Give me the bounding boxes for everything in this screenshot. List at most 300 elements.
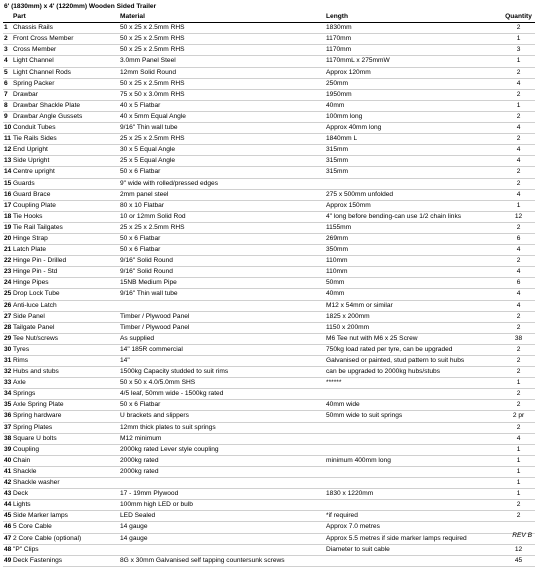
- length-cell: 50mm wide to suit springs: [325, 411, 501, 422]
- material-cell: 14" 185R commercial: [119, 344, 325, 355]
- quantity-cell: 1: [501, 455, 535, 466]
- part-number-cell: 48: [3, 544, 12, 555]
- quantity-cell: 38: [501, 333, 535, 344]
- material-cell: LED Sealed: [119, 511, 325, 522]
- part-name-cell: Side Upright: [12, 156, 119, 167]
- table-row: [3, 189, 535, 200]
- quantity-cell: 4: [501, 145, 535, 156]
- quantity-cell: 1: [501, 200, 535, 211]
- length-cell: 100mm long: [325, 111, 501, 122]
- quantity-cell: 2: [501, 367, 535, 378]
- material-cell: U brackets and slippers: [119, 411, 325, 422]
- quantity-cell: 1: [501, 489, 535, 500]
- part-number-cell: 13: [3, 156, 12, 167]
- length-cell: 40mm: [325, 100, 501, 111]
- part-name-cell: Drawbar: [12, 89, 119, 100]
- length-cell: 1825 x 200mm: [325, 311, 501, 322]
- table-row: [3, 23, 535, 34]
- material-cell: 2mm panel steel: [119, 189, 325, 200]
- part-number-cell: 34: [3, 389, 12, 400]
- quantity-cell: 6: [501, 278, 535, 289]
- material-cell: [119, 544, 325, 555]
- table-row: [3, 267, 535, 278]
- part-number-cell: 46: [3, 522, 12, 533]
- material-cell: 15NB Medium Pipe: [119, 278, 325, 289]
- quantity-cell: 4: [501, 156, 535, 167]
- part-name-cell: Chassis Rails: [12, 23, 119, 34]
- table-row: [3, 555, 535, 566]
- length-cell: 110mm: [325, 267, 501, 278]
- length-cell: 40mm: [325, 289, 501, 300]
- quantity-cell: 12: [501, 211, 535, 222]
- part-name-cell: Anti-luce Latch: [12, 300, 119, 311]
- length-cell: 275 x 500mm unfolded: [325, 189, 501, 200]
- part-number-cell: 27: [3, 311, 12, 322]
- part-number-cell: 2: [3, 34, 12, 45]
- part-name-cell: Deck Fastenings: [12, 555, 119, 566]
- part-number-cell: 49: [3, 555, 12, 566]
- title-row: [3, 2, 535, 12]
- length-cell: Approx 120mm: [325, 67, 501, 78]
- quantity-cell: 4: [501, 267, 535, 278]
- table-row: [3, 489, 535, 500]
- material-cell: 40 x 5mm Equal Angle: [119, 111, 325, 122]
- material-cell: 50 x 50 x 4.0/5.0mm SHS: [119, 378, 325, 389]
- part-name-cell: Cross Member: [12, 45, 119, 56]
- material-cell: 9/16" Thin wall tube: [119, 289, 325, 300]
- part-number-cell: 16: [3, 189, 12, 200]
- material-cell: 8G x 30mm Galvanised self tapping countersunk screws: [119, 555, 325, 566]
- table-row: [3, 300, 535, 311]
- table-row: [3, 211, 535, 222]
- part-number-cell: 31: [3, 356, 12, 367]
- part-name-cell: 2 Core Cable (optional): [12, 533, 119, 544]
- quantity-cell: 4: [501, 78, 535, 89]
- quantity-cell: 2: [501, 356, 535, 367]
- part-number-cell: 3: [3, 45, 12, 56]
- length-cell: 1950mm: [325, 89, 501, 100]
- length-cell: [325, 500, 501, 511]
- material-cell: 2000kg rated: [119, 455, 325, 466]
- length-cell: [325, 466, 501, 477]
- material-cell: 12mm thick plates to suit springs: [119, 422, 325, 433]
- table-row: [3, 478, 535, 489]
- material-cell: 2000kg rated Lever style coupling: [119, 444, 325, 455]
- part-name-cell: End Upright: [12, 145, 119, 156]
- length-cell: Approx 7.0 metres: [325, 522, 501, 533]
- quantity-cell: 2: [501, 222, 535, 233]
- material-cell: 9/16" Thin wall tube: [119, 123, 325, 134]
- part-name-cell: Front Cross Member: [12, 34, 119, 45]
- length-cell: 50mm: [325, 278, 501, 289]
- part-name-cell: Side Panel: [12, 311, 119, 322]
- material-cell: M12 minimum: [119, 433, 325, 444]
- part-number-cell: 33: [3, 378, 12, 389]
- part-name-cell: "P" Clips: [12, 544, 119, 555]
- part-number-cell: 37: [3, 422, 12, 433]
- length-cell: Approx 40mm long: [325, 123, 501, 134]
- part-name-cell: Conduit Tubes: [12, 123, 119, 134]
- material-cell: [119, 300, 325, 311]
- part-name-cell: Tyres: [12, 344, 119, 355]
- table-row: [3, 444, 535, 455]
- table-row: [3, 367, 535, 378]
- quantity-cell: 4: [501, 433, 535, 444]
- table-row: [3, 56, 535, 67]
- table-row: [3, 145, 535, 156]
- header-row: [3, 12, 535, 23]
- part-name-cell: Tie Rails Sides: [12, 134, 119, 145]
- quantity-cell: 2: [501, 400, 535, 411]
- quantity-cell: 12: [501, 544, 535, 555]
- part-number-cell: 29: [3, 333, 12, 344]
- quantity-cell: 2: [501, 134, 535, 145]
- part-name-cell: Shackle washer: [12, 478, 119, 489]
- part-number-cell: 15: [3, 178, 12, 189]
- material-cell: 4/5 leaf, 50mm wide - 1500kg rated: [119, 389, 325, 400]
- part-number-cell: 39: [3, 444, 12, 455]
- table-row: [3, 111, 535, 122]
- length-cell: 1830mm: [325, 23, 501, 34]
- part-number-cell: 25: [3, 289, 12, 300]
- length-cell: 315mm: [325, 156, 501, 167]
- material-cell: 2000kg rated: [119, 466, 325, 477]
- length-cell: [325, 422, 501, 433]
- table-row: [3, 222, 535, 233]
- part-name-cell: Spring Packer: [12, 78, 119, 89]
- quantity-cell: 6: [501, 233, 535, 244]
- quantity-cell: 2: [501, 500, 535, 511]
- part-number-cell: 12: [3, 145, 12, 156]
- quantity-cell: 2: [501, 322, 535, 333]
- part-number-cell: 32: [3, 367, 12, 378]
- part-name-cell: Light Channel: [12, 56, 119, 67]
- length-cell: M6 Tee nut with M6 x 25 Screw: [325, 333, 501, 344]
- material-cell: 25 x 5 Equal Angle: [119, 156, 325, 167]
- material-cell: 25 x 25 x 2.5mm RHS: [119, 134, 325, 145]
- table-row: [3, 256, 535, 267]
- length-cell: [325, 389, 501, 400]
- table-row: [3, 378, 535, 389]
- part-number-cell: 45: [3, 511, 12, 522]
- parts-table: [3, 2, 535, 567]
- part-number-cell: 40: [3, 455, 12, 466]
- quantity-cell: 4: [501, 189, 535, 200]
- length-cell: 4" long before bending-can use 1/2 chain links: [325, 211, 501, 222]
- revision-label: REV B: [512, 532, 532, 539]
- table-row: [3, 544, 535, 555]
- part-number-cell: 35: [3, 400, 12, 411]
- table-row: [3, 311, 535, 322]
- quantity-cell: 2: [501, 256, 535, 267]
- header-length: Length: [325, 12, 501, 23]
- length-cell: [325, 555, 501, 566]
- quantity-cell: 1: [501, 56, 535, 67]
- part-name-cell: Lights: [12, 500, 119, 511]
- length-cell: 315mm: [325, 145, 501, 156]
- length-cell: [325, 178, 501, 189]
- header-number: [3, 12, 12, 23]
- part-number-cell: 23: [3, 267, 12, 278]
- length-cell: can be upgraded to 2000kg hubs/stubs: [325, 367, 501, 378]
- quantity-cell: 2: [501, 178, 535, 189]
- table-row: [3, 245, 535, 256]
- quantity-cell: 1: [501, 444, 535, 455]
- table-row: [3, 511, 535, 522]
- length-cell: 269mm: [325, 233, 501, 244]
- material-cell: 10 or 12mm Solid Rod: [119, 211, 325, 222]
- table-row: [3, 34, 535, 45]
- table-row: [3, 389, 535, 400]
- quantity-cell: 4: [501, 289, 535, 300]
- quantity-cell: 2 pr: [501, 411, 535, 422]
- quantity-cell: 3: [501, 45, 535, 56]
- table-row: [3, 200, 535, 211]
- part-name-cell: Axle: [12, 378, 119, 389]
- material-cell: 100mm high LED or bulb: [119, 500, 325, 511]
- length-cell: Galvanised or painted, stud pattern to suit hubs: [325, 356, 501, 367]
- length-cell: [325, 444, 501, 455]
- quantity-cell: 2: [501, 344, 535, 355]
- part-number-cell: 30: [3, 344, 12, 355]
- quantity-cell: 2: [501, 111, 535, 122]
- table-row: [3, 411, 535, 422]
- material-cell: 50 x 25 x 2.5mm RHS: [119, 23, 325, 34]
- length-cell: Approx 150mm: [325, 200, 501, 211]
- length-cell: [325, 433, 501, 444]
- part-name-cell: Shackle: [12, 466, 119, 477]
- quantity-cell: 4: [501, 245, 535, 256]
- part-number-cell: 10: [3, 123, 12, 134]
- table-row: [3, 422, 535, 433]
- part-name-cell: Drawbar Angle Gussets: [12, 111, 119, 122]
- part-name-cell: Guards: [12, 178, 119, 189]
- part-name-cell: Springs: [12, 389, 119, 400]
- material-cell: 50 x 6 Flatbar: [119, 167, 325, 178]
- quantity-cell: 2: [501, 422, 535, 433]
- part-number-cell: 42: [3, 478, 12, 489]
- part-number-cell: 22: [3, 256, 12, 267]
- part-name-cell: Deck: [12, 489, 119, 500]
- material-cell: 80 x 10 Flatbar: [119, 200, 325, 211]
- part-number-cell: 17: [3, 200, 12, 211]
- material-cell: 25 x 25 x 2.5mm RHS: [119, 222, 325, 233]
- part-number-cell: 18: [3, 211, 12, 222]
- part-number-cell: 7: [3, 89, 12, 100]
- quantity-cell: 1: [501, 378, 535, 389]
- part-number-cell: 11: [3, 134, 12, 145]
- table-row: [3, 89, 535, 100]
- table-row: [3, 322, 535, 333]
- part-number-cell: 6: [3, 78, 12, 89]
- table-row: [3, 134, 535, 145]
- part-number-cell: 47: [3, 533, 12, 544]
- table-row: [3, 156, 535, 167]
- length-cell: 1170mmL x 275mmW: [325, 56, 501, 67]
- table-row: [3, 433, 535, 444]
- material-cell: 9" wide with rolled/pressed edges: [119, 178, 325, 189]
- part-name-cell: Hubs and stubs: [12, 367, 119, 378]
- part-number-cell: 8: [3, 100, 12, 111]
- part-number-cell: 28: [3, 322, 12, 333]
- material-cell: 17 - 19mm Plywood: [119, 489, 325, 500]
- table-row: [3, 100, 535, 111]
- part-number-cell: 14: [3, 167, 12, 178]
- material-cell: 40 x 5 Flatbar: [119, 100, 325, 111]
- part-name-cell: 5 Core Cable: [12, 522, 119, 533]
- material-cell: 14 gauge: [119, 533, 325, 544]
- material-cell: 50 x 25 x 2.5mm RHS: [119, 45, 325, 56]
- part-name-cell: Drop Lock Tube: [12, 289, 119, 300]
- table-row: [3, 233, 535, 244]
- length-cell: Diameter to suit cable: [325, 544, 501, 555]
- part-name-cell: Axle Spring Plate: [12, 400, 119, 411]
- table-row: [3, 500, 535, 511]
- table-row: [3, 67, 535, 78]
- part-name-cell: Centre upright: [12, 167, 119, 178]
- table-row: [3, 167, 535, 178]
- length-cell: 1170mm: [325, 45, 501, 56]
- part-number-cell: 21: [3, 245, 12, 256]
- part-name-cell: Light Channel Rods: [12, 67, 119, 78]
- table-row: [3, 289, 535, 300]
- part-name-cell: Tailgate Panel: [12, 322, 119, 333]
- part-number-cell: 38: [3, 433, 12, 444]
- material-cell: Timber / Plywood Panel: [119, 322, 325, 333]
- part-name-cell: Hinge Pin - Drilled: [12, 256, 119, 267]
- header-quantity: Quantity: [501, 12, 535, 23]
- quantity-cell: 2: [501, 389, 535, 400]
- table-row: [3, 533, 535, 544]
- part-name-cell: Hinge Strap: [12, 233, 119, 244]
- material-cell: Timber / Plywood Panel: [119, 311, 325, 322]
- table-row: [3, 278, 535, 289]
- part-number-cell: 20: [3, 233, 12, 244]
- length-cell: 315mm: [325, 167, 501, 178]
- material-cell: As supplied: [119, 333, 325, 344]
- part-name-cell: Tie Hooks: [12, 211, 119, 222]
- part-number-cell: 1: [3, 23, 12, 34]
- table-row: [3, 522, 535, 533]
- material-cell: 50 x 6 Flatbar: [119, 245, 325, 256]
- part-name-cell: Coupling: [12, 444, 119, 455]
- part-name-cell: Guard Brace: [12, 189, 119, 200]
- quantity-cell: 2: [501, 89, 535, 100]
- material-cell: 75 x 50 x 3.0mm RHS: [119, 89, 325, 100]
- header-part: Part: [12, 12, 119, 23]
- quantity-cell: 2: [501, 167, 535, 178]
- length-cell: 1150 x 200mm: [325, 322, 501, 333]
- quantity-cell: 1: [501, 34, 535, 45]
- part-number-cell: 5: [3, 67, 12, 78]
- part-name-cell: Square U bolts: [12, 433, 119, 444]
- material-cell: 14": [119, 356, 325, 367]
- table-row: [3, 45, 535, 56]
- part-number-cell: 19: [3, 222, 12, 233]
- table-row: [3, 78, 535, 89]
- part-number-cell: 26: [3, 300, 12, 311]
- quantity-cell: 2: [501, 23, 535, 34]
- part-number-cell: 36: [3, 411, 12, 422]
- part-name-cell: Spring Plates: [12, 422, 119, 433]
- material-cell: 30 x 5 Equal Angle: [119, 145, 325, 156]
- length-cell: minimum 400mm long: [325, 455, 501, 466]
- quantity-cell: 2: [501, 511, 535, 522]
- length-cell: *if required: [325, 511, 501, 522]
- part-number-cell: 43: [3, 489, 12, 500]
- part-name-cell: Tie Rail Tailgates: [12, 222, 119, 233]
- table-row: [3, 333, 535, 344]
- table-row: [3, 123, 535, 134]
- material-cell: 50 x 25 x 2.5mm RHS: [119, 78, 325, 89]
- length-cell: 750kg load rated per tyre, can be upgraded: [325, 344, 501, 355]
- table-row: [3, 455, 535, 466]
- part-name-cell: Rims: [12, 356, 119, 367]
- length-cell: 350mm: [325, 245, 501, 256]
- length-cell: Approx 5.5 metres if side marker lamps required: [325, 533, 501, 544]
- material-cell: 9/16" Solid Round: [119, 267, 325, 278]
- part-name-cell: Hinge Pipes: [12, 278, 119, 289]
- part-number-cell: 4: [3, 56, 12, 67]
- length-cell: M12 x 54mm or similar: [325, 300, 501, 311]
- part-number-cell: 44: [3, 500, 12, 511]
- quantity-cell: 45: [501, 555, 535, 566]
- material-cell: 50 x 25 x 2.5mm RHS: [119, 34, 325, 45]
- material-cell: 50 x 6 Flatbar: [119, 400, 325, 411]
- part-number-cell: 24: [3, 278, 12, 289]
- length-cell: ******: [325, 378, 501, 389]
- part-number-cell: 41: [3, 466, 12, 477]
- part-name-cell: Spring hardware: [12, 411, 119, 422]
- quantity-cell: 1: [501, 478, 535, 489]
- sheet-title: 6' (1830mm) x 4' (1220mm) Wooden Sided Trailer: [4, 3, 157, 10]
- length-cell: 250mm: [325, 78, 501, 89]
- quantity-cell: 1: [501, 100, 535, 111]
- part-number-cell: 9: [3, 111, 12, 122]
- material-cell: 50 x 6 Flatbar: [119, 233, 325, 244]
- material-cell: [119, 478, 325, 489]
- quantity-cell: 2: [501, 311, 535, 322]
- header-material: Material: [119, 12, 325, 23]
- length-cell: 1840mm L: [325, 134, 501, 145]
- material-cell: 14 gauge: [119, 522, 325, 533]
- table-row: [3, 344, 535, 355]
- material-cell: 1500kg Capacity studded to suit rims: [119, 367, 325, 378]
- length-cell: 1830 x 1220mm: [325, 489, 501, 500]
- quantity-cell: 4: [501, 300, 535, 311]
- length-cell: 1170mm: [325, 34, 501, 45]
- material-cell: 12mm Solid Round: [119, 67, 325, 78]
- part-name-cell: Side Marker lamps: [12, 511, 119, 522]
- part-name-cell: Drawbar Shackle Plate: [12, 100, 119, 111]
- length-cell: 110mm: [325, 256, 501, 267]
- table-row: [3, 466, 535, 477]
- part-name-cell: Tee Nut/screws: [12, 333, 119, 344]
- part-name-cell: Chain: [12, 455, 119, 466]
- part-name-cell: Hinge Pin - Std: [12, 267, 119, 278]
- quantity-cell: 2: [501, 67, 535, 78]
- length-cell: 1155mm: [325, 222, 501, 233]
- quantity-cell: 1: [501, 466, 535, 477]
- part-name-cell: Latch Plate: [12, 245, 119, 256]
- material-cell: 9/16" Solid Round: [119, 256, 325, 267]
- part-name-cell: Coupling Plate: [12, 200, 119, 211]
- material-cell: 3.0mm Panel Steel: [119, 56, 325, 67]
- table-row: [3, 178, 535, 189]
- quantity-cell: 4: [501, 123, 535, 134]
- length-cell: 40mm wide: [325, 400, 501, 411]
- table-row: [3, 356, 535, 367]
